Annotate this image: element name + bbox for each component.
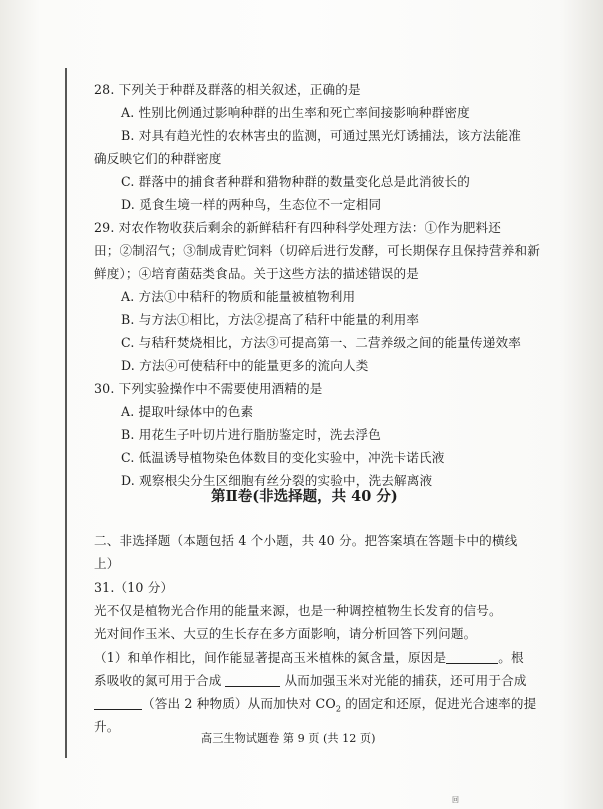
q28-stem: 28. 下列关于种群及群落的相关叙述，正确的是 [94, 82, 361, 97]
q29-stem-line2: 田；②制沼气；③制成青贮饲料（切碎后进行发酵，可长期保存且保持营养和新 [94, 243, 541, 258]
q29-option-a: A. 方法①中秸秆的物质和能量被植物利用 [121, 289, 356, 304]
q28-option-b-cont: 确反映它们的种群密度 [94, 151, 222, 166]
answer-blank-3[interactable] [94, 697, 142, 710]
q29-stem: 29. 对农作物收获后剩余的新鲜秸秆有四种科学处理方法：①作为肥料还 [94, 220, 501, 235]
q30-option-b: B. 用花生子叶切片进行脂肪鉴定时，洗去浮色 [121, 427, 381, 442]
q31-line3-tail: 的固定和还原，促进光合速率的提 [341, 696, 537, 711]
section-title: 第Ⅱ卷(非选择题，共 40 分) [211, 488, 398, 505]
page-edge-line [65, 68, 67, 758]
q31-sub1-tail: 。根 [498, 650, 524, 665]
q31-sub1-line1 [94, 650, 524, 666]
q31-sub1-text: （1）和单作相比，间作能显著提高玉米植株的氮含量，原因是 [94, 650, 447, 665]
q31-line2-tail: 从而加强玉米对光能的捕获，还可用于合成 [284, 673, 527, 688]
section-instruction-cont: 上） [94, 556, 120, 571]
q28-option-d: D. 觅食生境一样的两种鸟，生态位不一定相同 [121, 197, 382, 212]
q29-option-c: C. 与秸秆焚烧相比，方法③可提高第一、二营养级之间的能量传递效率 [121, 335, 521, 350]
page-footer: 高三生物试题卷 第 9 页 (共 12 页) [201, 732, 376, 745]
q31-paragraph-cont: 光对间作玉米、大豆的生长存在多方面影响，请分析回答下列问题。 [94, 626, 477, 641]
q29-option-b: B. 与方法①相比，方法②提高了秸秆中能量的利用率 [121, 312, 420, 327]
q28-option-b: B. 对具有趋光性的农林害虫的监测，可通过黑光灯诱捕法，该方法能准 [121, 128, 522, 143]
q31-paragraph: 光不仅是植物光合作用的能量来源，也是一种调控植物生长发育的信号。 [94, 603, 502, 618]
q30-option-c: C. 低温诱导植物染色体数目的变化实验中，冲洗卡诺氏液 [121, 450, 445, 465]
co2-subscript: 2 [335, 704, 342, 714]
q28-option-a: A. 性别比例通过影响种群的出生率和死亡率间接影响种群密度 [121, 105, 470, 120]
q31-sub1-line3 [94, 696, 536, 718]
q31-sub1-line4: 升。 [94, 719, 120, 734]
q30-stem: 30. 下列实验操作中不需要使用酒精的是 [94, 381, 323, 396]
q31-line2-text: 系吸收的氮可用于合成 [94, 673, 222, 688]
q31-heading: 31.（10 分） [94, 580, 174, 595]
q29-stem-line3: 鲜度）；④培育菌菇类食品。关于这些方法的描述错误的是 [94, 266, 420, 281]
q30-option-a: A. 提取叶绿体中的色素 [121, 404, 254, 419]
q28-option-c: C. 群落中的捕食者种群和猎物种群的数量变化总是此消彼长的 [121, 174, 470, 189]
section-instruction: 二、非选择题（本题包括 4 个小题，共 40 分。把答案填在答题卡中的横线 [94, 533, 518, 548]
q29-option-d: D. 方法④可使秸秆中的能量更多的流向人类 [121, 358, 369, 373]
q30-option-d: D. 观察根尖分生区细胞有丝分裂的实验中，洗去解离液 [121, 473, 433, 488]
answer-blank-2[interactable] [225, 674, 280, 687]
q31-sub1-line2 [94, 673, 527, 689]
answer-blank-1[interactable] [446, 651, 498, 664]
corner-stamp: 回 [452, 796, 460, 804]
q31-line3-text: （答出 2 种物质）从而加快对 CO [142, 696, 336, 711]
